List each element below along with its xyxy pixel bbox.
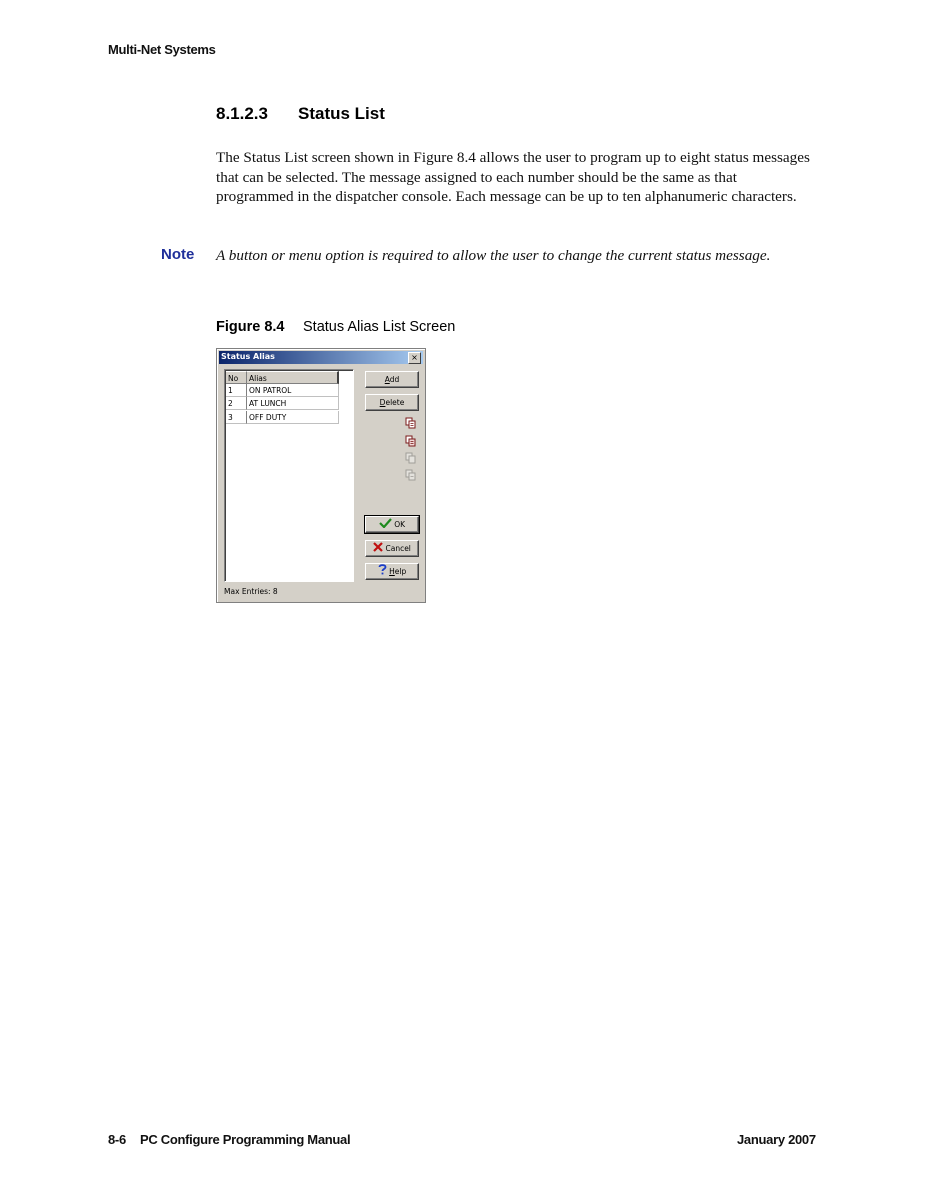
question-icon xyxy=(378,564,387,575)
delete-label: elete xyxy=(385,398,405,407)
status-alias-dialog xyxy=(216,348,426,603)
add-mnemonic: A xyxy=(384,375,390,384)
footer-date: January 2007 xyxy=(737,1132,816,1147)
delete-mnemonic: D xyxy=(379,398,386,407)
section-title: Status List xyxy=(298,104,385,123)
figure-title: Status Alias List Screen xyxy=(303,319,456,335)
manual-title: PC Configure Programming Manual xyxy=(140,1132,351,1147)
section-heading xyxy=(216,104,385,124)
body-paragraph: The Status List screen shown in Figure 8.4 allows the user to program up to eight status messages that can be selected. The message assigned to each number should be the same as that programmed in the dispatcher console. Each message can be up to ten alphanumeric characters. xyxy=(216,149,810,206)
footer-left xyxy=(108,1132,350,1147)
help-button[interactable] xyxy=(365,563,419,580)
running-header: Multi-Net Systems xyxy=(108,42,216,57)
figure-caption xyxy=(216,319,455,335)
figure-label: Figure 8.4 xyxy=(216,319,285,335)
page-number: 8-6 xyxy=(108,1132,126,1147)
row-number: 1 xyxy=(226,384,247,397)
cancel-label: Cancel xyxy=(385,544,411,553)
close-icon: × xyxy=(411,353,418,362)
paste-disabled-icon xyxy=(405,469,417,481)
checkmark-icon xyxy=(379,518,392,528)
copy-disabled-icon xyxy=(405,452,417,464)
paste-icon[interactable] xyxy=(405,435,417,447)
close-button[interactable] xyxy=(408,352,421,364)
column-header-alias[interactable]: Alias xyxy=(247,371,339,384)
note-text: A button or menu option is required to allow the user to change the current status message. xyxy=(216,247,771,264)
column-header-no[interactable]: No xyxy=(226,371,247,384)
delete-button[interactable] xyxy=(365,394,419,411)
add-button[interactable] xyxy=(365,371,419,388)
dialog-title: Status Alias xyxy=(221,352,275,361)
row-number: 3 xyxy=(226,411,247,424)
section-number: 8.1.2.3 xyxy=(216,104,268,123)
alias-list[interactable] xyxy=(224,369,354,582)
x-icon xyxy=(373,542,383,552)
row-alias[interactable]: ON PATROL xyxy=(247,384,339,397)
title-bar[interactable] xyxy=(219,351,423,364)
help-label: elp xyxy=(394,567,407,576)
row-alias[interactable]: AT LUNCH xyxy=(247,397,339,410)
copy-icon[interactable] xyxy=(405,417,417,429)
cancel-button[interactable] xyxy=(365,540,419,557)
help-mnemonic: H xyxy=(389,567,395,576)
row-alias[interactable]: OFF DUTY xyxy=(247,411,339,424)
max-entries-label: Max Entries: 8 xyxy=(224,587,278,596)
add-label: dd xyxy=(389,375,400,384)
ok-label: OK xyxy=(394,520,406,529)
note-label: Note xyxy=(161,246,195,263)
row-number: 2 xyxy=(226,397,247,410)
ok-button[interactable] xyxy=(365,516,419,533)
